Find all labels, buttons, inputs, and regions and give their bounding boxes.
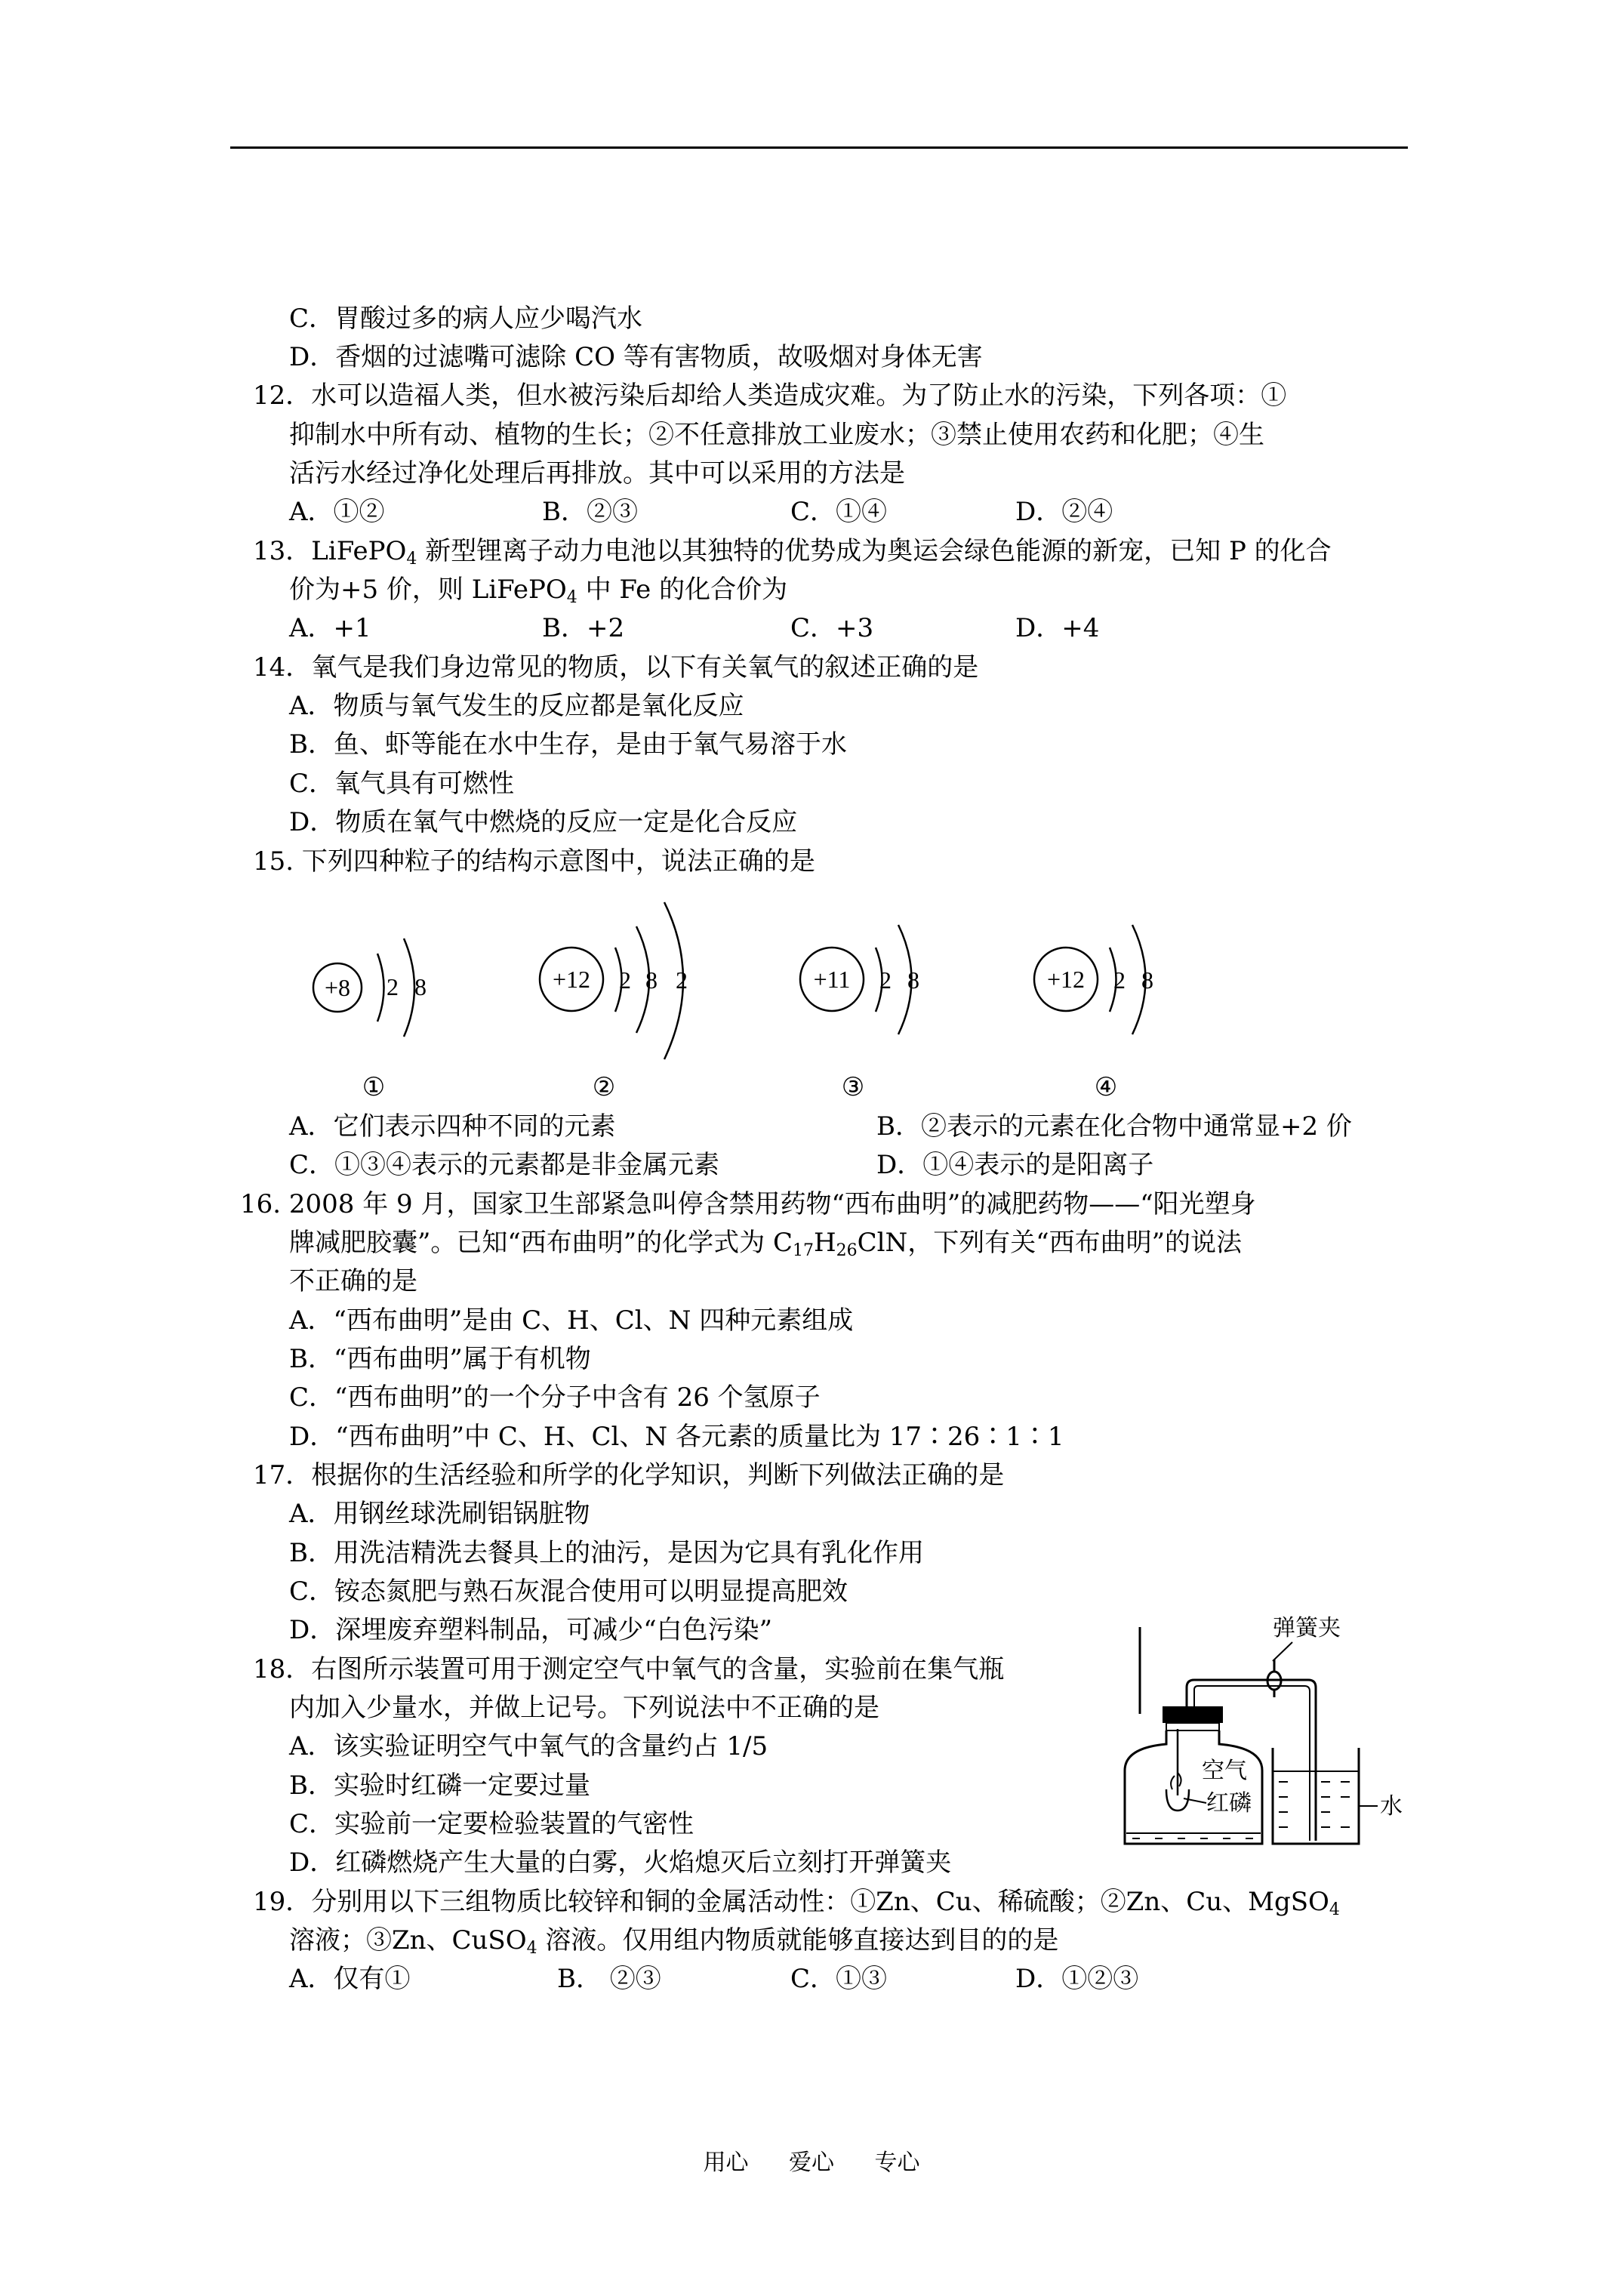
q15-option-d: D．①④表示的是阳离子 — [876, 1150, 1154, 1180]
q16-stem-line1: 16. 2008 年 9 月，国家卫生部紧急叫停含禁用药物“西布曲明”的减肥药物——“阳光塑身 — [240, 1189, 1256, 1219]
q13-stem-line2: 价为+5 价，则 LiFePO$_4$ 中 Fe 的化合价为 — [289, 575, 788, 607]
atom-structure-diagrams — [287, 895, 1253, 1114]
q16-option-c: C．“西布曲明”的一个分子中含有 26 个氢原子 — [289, 1382, 821, 1413]
q12-option-d: D．②④ — [1015, 497, 1113, 527]
q19-option-d: D．①②③ — [1015, 1964, 1139, 1994]
q11-option-c: C．胃酸过多的病人应少喝汽水 — [289, 304, 643, 334]
oxygen-experiment-apparatus — [1095, 1608, 1412, 1857]
atom-diagram-1 — [313, 938, 427, 1102]
q15-option-c: C．①③④表示的元素都是非金属元素 — [289, 1150, 720, 1180]
label-air: 空气 — [1202, 1758, 1247, 1783]
spring-clip-icon — [1267, 1660, 1281, 1697]
q13-option-b: B．+2 — [542, 613, 625, 643]
shell-electrons-1: 2 — [387, 973, 399, 1000]
q16-option-d: D．“西布曲明”中 C、H、Cl、N 各元素的质量比为 17∶26∶1∶1 — [289, 1422, 1064, 1452]
q19-option-a: A．仅有① — [289, 1964, 411, 1994]
footer-word-2: 爱心 — [789, 2150, 834, 2176]
q18-stem-line2: 内加入少量水，并做上记号。下列说法中不正确的是 — [289, 1693, 879, 1723]
q17-option-b: B．用洗洁精洗去餐具上的油污，是因为它具有乳化作用 — [289, 1538, 924, 1568]
atom-diagram-4 — [1034, 925, 1153, 1102]
q14-option-a: A．物质与氧气发生的反应都是氧化反应 — [289, 691, 744, 721]
q18-option-a: A．该实验证明空气中氧气的含量约占 1/5 — [289, 1731, 768, 1761]
nucleus-charge: +12 — [1046, 966, 1086, 993]
q12-option-b: B．②③ — [542, 497, 638, 527]
q18-option-c: C．实验前一定要检验装置的气密性 — [289, 1809, 694, 1839]
q14-option-d: D．物质在氧气中燃烧的反应一定是化合反应 — [289, 807, 798, 837]
atom-diagram-2 — [540, 902, 688, 1102]
q16-option-b: B．“西布曲明”属于有机物 — [289, 1344, 591, 1374]
atom-diagram-3 — [800, 925, 919, 1102]
q13-stem-line1: 13．LiFePO$_4$ 新型锂离子动力电池以其独特的优势成为奥运会绿色能源的新宠，已知 P 的化合 — [253, 536, 1332, 569]
q17-stem: 17．根据你的生活经验和所学的化学知识，判断下列做法正确的是 — [253, 1460, 1005, 1490]
q12-option-a: A．①② — [289, 497, 385, 527]
nucleus-charge: +8 — [324, 974, 351, 1001]
shell-electrons-1: 2 — [619, 966, 631, 994]
q19-stem-line1: 19．分别用以下三组物质比较锌和铜的金属活动性：①Zn、Cu、稀硫酸；②Zn、Cu、MgSO$_4$ — [253, 1887, 1340, 1919]
shell-electrons-1: 2 — [1113, 966, 1126, 994]
q15-option-b: B．②表示的元素在化合物中通常显+2 价 — [876, 1111, 1352, 1142]
diagram-label: ④ — [1094, 1074, 1118, 1102]
q17-option-a: A．用钢丝球洗刷铝锅脏物 — [289, 1499, 590, 1529]
q17-option-c: C．铵态氮肥与熟石灰混合使用可以明显提高肥效 — [289, 1576, 848, 1607]
diagram-label: ② — [592, 1074, 616, 1102]
q15-stem: 15. 下列四种粒子的结构示意图中，说法正确的是 — [253, 846, 815, 877]
diagram-label: ③ — [841, 1074, 865, 1102]
q12-stem-line1: 12．水可以造福人类，但水被污染后却给人类造成灾难。为了防止水的污染，下列各项：① — [253, 381, 1287, 411]
q14-option-b: B．鱼、虾等能在水中生存，是由于氧气易溶于水 — [289, 729, 847, 760]
shell-electrons-2: 8 — [645, 966, 658, 994]
q14-stem: 14．氧气是我们身边常见的物质，以下有关氧气的叙述正确的是 — [253, 652, 979, 683]
shell-electrons-3: 2 — [676, 966, 688, 994]
footer-word-3: 专心 — [874, 2150, 920, 2176]
q16-stem-line3: 不正确的是 — [289, 1266, 417, 1296]
q18-option-d: D．红磷燃烧产生大量的白雾，火焰熄灭后立刻打开弹簧夹 — [289, 1848, 952, 1878]
footer-word-1: 用心 — [703, 2150, 749, 2176]
q19-option-c: C．①③ — [790, 1964, 888, 1994]
q16-stem-line2: 牌减肥胶囊”。已知“西布曲明”的化学式为 $C_{17}H_{26}ClN$，下列有关“西布曲明”的说法 — [289, 1228, 1243, 1260]
shell-electrons-1: 2 — [879, 966, 892, 994]
label-water: 水 — [1380, 1794, 1403, 1819]
shell-electrons-2: 8 — [907, 966, 919, 994]
q13-option-a: A．+1 — [289, 613, 371, 643]
q14-option-c: C．氧气具有可燃性 — [289, 769, 515, 799]
nucleus-charge: +12 — [552, 966, 591, 993]
q19-stem-line2: 溶液；③Zn、CuSO$_4$ 溶液。仅用组内物质就能够直接达到目的的是 — [289, 1925, 1059, 1958]
page-footer — [0, 2143, 1623, 2177]
shell-electrons-2: 8 — [414, 973, 427, 1000]
q16-option-a: A．“西布曲明”是由 C、H、Cl、N 四种元素组成 — [289, 1305, 854, 1336]
q11-option-d: D．香烟的过滤嘴可滤除 CO 等有害物质，故吸烟对身体无害 — [289, 342, 983, 372]
q19-option-b: B． ②③ — [557, 1964, 661, 1994]
header-rule — [230, 146, 1408, 149]
q18-stem-line1: 18．右图所示装置可用于测定空气中氧气的含量，实验前在集气瓶 — [253, 1654, 1005, 1684]
q13-option-c: C．+3 — [790, 613, 874, 643]
q15-option-a: A．它们表示四种不同的元素 — [289, 1111, 616, 1142]
q12-option-c: C．①④ — [790, 497, 888, 527]
q12-stem-line2: 抑制水中所有动、植物的生长；②不任意排放工业废水；③禁止使用农药和化肥；④生 — [289, 420, 1264, 450]
label-red-phosphorus: 红磷 — [1206, 1791, 1252, 1816]
q12-stem-line3: 活污水经过净化处理后再排放。其中可以采用的方法是 — [289, 458, 905, 488]
q13-option-d: D．+4 — [1015, 613, 1100, 643]
nucleus-charge: +11 — [813, 966, 851, 993]
label-spring-clip: 弹簧夹 — [1273, 1616, 1341, 1641]
diagram-label: ① — [362, 1074, 386, 1102]
q18-option-b: B．实验时红磷一定要过量 — [289, 1771, 590, 1801]
q17-option-d: D．深埋废弃塑料制品，可减少“白色污染” — [289, 1615, 773, 1645]
shell-electrons-2: 8 — [1141, 966, 1153, 994]
